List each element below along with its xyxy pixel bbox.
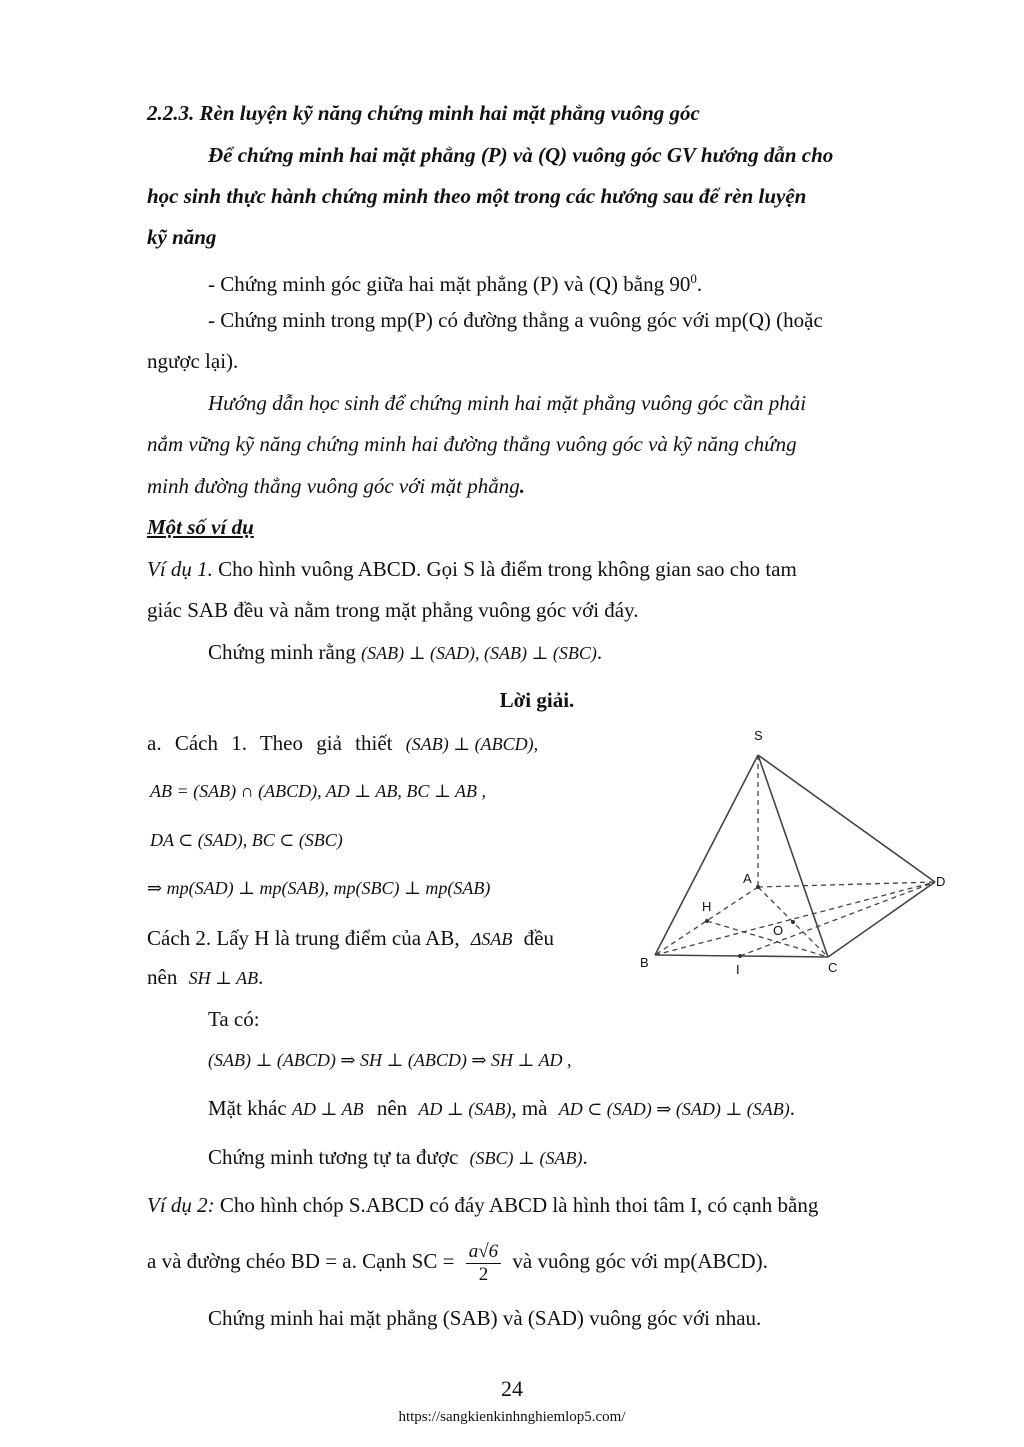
- label-a: A: [743, 871, 752, 886]
- mk-math-3: AD ⊂ (SAD) ⇒ (SAD) ⊥ (SAB): [558, 1099, 790, 1119]
- pyramid-figure: [630, 725, 950, 985]
- fraction-denominator: 2: [478, 1263, 489, 1285]
- mk-mid-2: , mà: [511, 1096, 548, 1120]
- label-h: H: [702, 899, 712, 914]
- method2-math: ΔSAB: [470, 929, 513, 949]
- method2-end: .: [258, 965, 264, 989]
- example1-line-1: [147, 554, 797, 584]
- mk-prefix: Mặt khác: [208, 1096, 287, 1120]
- point-a: [756, 885, 760, 889]
- edge-sd: [758, 755, 935, 882]
- hidden-edges: [655, 755, 935, 957]
- bullet-1-sup: 0: [690, 271, 697, 286]
- bullet-1: [208, 264, 702, 299]
- segment-id: [740, 882, 935, 956]
- example1-label: Ví dụ 1.: [147, 557, 213, 581]
- method2-line-1: [147, 923, 554, 954]
- edge-ad: [758, 882, 935, 887]
- intro-line-3: kỹ năng: [147, 225, 217, 249]
- point-o: [791, 920, 795, 924]
- prove-end: .: [596, 640, 603, 664]
- edge-cd: [828, 882, 935, 957]
- similar-line: [208, 1142, 588, 1173]
- example2-line-2: [147, 1236, 768, 1286]
- example1-line-2: giác SAB đều và nằm trong mặt phẳng vuông góc với đáy.: [147, 598, 639, 622]
- similar-end: .: [582, 1145, 588, 1169]
- mk-end: .: [789, 1096, 795, 1120]
- label-s: S: [754, 728, 763, 743]
- example1-text-1: Cho hình vuông ABCD. Gọi S là điểm trong không gian sao cho tam: [212, 557, 797, 581]
- mk-mid-1: nên: [376, 1096, 408, 1120]
- method2-nen: nên: [147, 965, 178, 989]
- diag-bd: [655, 882, 935, 955]
- footer-url: https://sangkienkinhnghiemlop5.com/: [398, 1409, 626, 1425]
- guide-end: .: [519, 474, 525, 498]
- sc-fraction: [466, 1241, 501, 1286]
- guide-line-3: [147, 471, 525, 501]
- examples-heading: Một số ví dụ: [147, 515, 254, 539]
- method1-prefix: a. Cách 1. Theo giả thiết: [147, 731, 393, 755]
- method2-prefix: Cách 2. Lấy H là trung điểm của AB,: [147, 926, 460, 950]
- example2-text-2-suffix: và vuông góc với mp(ABCD).: [512, 1249, 768, 1273]
- label-d: D: [936, 874, 946, 889]
- mk-math-2: AD ⊥ (SAB): [418, 1099, 512, 1119]
- label-i: I: [736, 962, 740, 977]
- taco-label: Ta có:: [208, 1007, 260, 1031]
- method1-line-2: AB = (SAB) ∩ (ABCD), AD ⊥ AB, BC ⊥ AB ,: [150, 781, 486, 801]
- taco-math: (SAB) ⊥ (ABCD) ⇒ SH ⊥ (ABCD) ⇒ SH ⊥ AD ,: [208, 1050, 572, 1070]
- label-c: C: [828, 960, 838, 975]
- method1-math: (SAB) ⊥ (ABCD),: [405, 734, 539, 754]
- bullet-2-line-2: ngược lại).: [147, 349, 239, 373]
- matkhac-line: [208, 1093, 795, 1124]
- mk-math-1: AD ⊥ AB: [291, 1099, 364, 1119]
- bullet-2-line-1: - Chứng minh trong mp(P) có đường thẳng a vuông góc với mp(Q) (hoặc: [208, 308, 823, 332]
- edge-sb: [655, 755, 758, 955]
- point-i: [738, 954, 742, 958]
- example2-line-1: [147, 1190, 818, 1220]
- method1-line-4: ⇒ mp(SAD) ⊥ mp(SAB), mp(SBC) ⊥ mp(SAB): [147, 878, 491, 898]
- label-o: O: [773, 923, 784, 938]
- guide-text-3: minh đường thẳng vuông góc với mặt phẳng: [147, 474, 520, 498]
- method2-math-2: SH ⊥ AB: [188, 968, 259, 988]
- example2-prove: Chứng minh hai mặt phẳng (SAB) và (SAD) vuông góc với nhau.: [208, 1306, 762, 1330]
- guide-line-1: Hướng dẫn học sinh để chứng minh hai mặt phẳng vuông góc cần phải: [208, 391, 807, 415]
- point-h: [705, 919, 709, 923]
- prove-math: (SAB) ⊥ (SAD), (SAB) ⊥ (SBC): [361, 643, 597, 663]
- example2-text-1: Cho hình chóp S.ABCD có đáy ABCD là hình thoi tâm I, có cạnh bằng: [214, 1193, 819, 1217]
- intro-line-2: học sinh thực hành chứng minh theo một trong các hướng sau để rèn luyện: [147, 184, 807, 208]
- method1-line-3: DA ⊂ (SAD), BC ⊂ (SBC): [150, 830, 343, 850]
- example2-text-2: a và đường chéo BD = a. Cạnh SC =: [147, 1249, 455, 1273]
- page-number: 24: [501, 1376, 523, 1401]
- example2-label: Ví dụ 2:: [147, 1193, 215, 1217]
- solution-title: Lời giải.: [499, 688, 575, 712]
- bullet-1-text: - Chứng minh góc giữa hai mặt phẳng (P) và (Q) bằng 90: [208, 272, 691, 296]
- section-heading: 2.2.3. Rèn luyện kỹ năng chứng minh hai mặt phẳng vuông góc: [147, 101, 700, 125]
- bullet-1-end: .: [696, 272, 703, 296]
- guide-line-2: nắm vững kỹ năng chứng minh hai đường thẳng vuông góc và kỹ năng chứng: [147, 432, 797, 456]
- intro-text-1: Để chứng minh hai mặt phẳng (P) và (Q) vuông góc GV hướng dẫn cho: [208, 143, 834, 167]
- intro-line-1: [208, 140, 926, 170]
- prove-prefix: Chứng minh rằng: [208, 640, 362, 664]
- example1-prove: [208, 637, 602, 668]
- label-b: B: [640, 955, 649, 970]
- similar-math: (SBC) ⊥ (SAB): [469, 1148, 583, 1168]
- method2-line-2: [147, 962, 263, 993]
- method2-suffix: đều: [523, 926, 554, 950]
- similar-prefix: Chứng minh tương tự ta được: [208, 1145, 459, 1169]
- method1-line-1: [147, 728, 538, 759]
- fraction-numerator: a√6: [466, 1241, 501, 1264]
